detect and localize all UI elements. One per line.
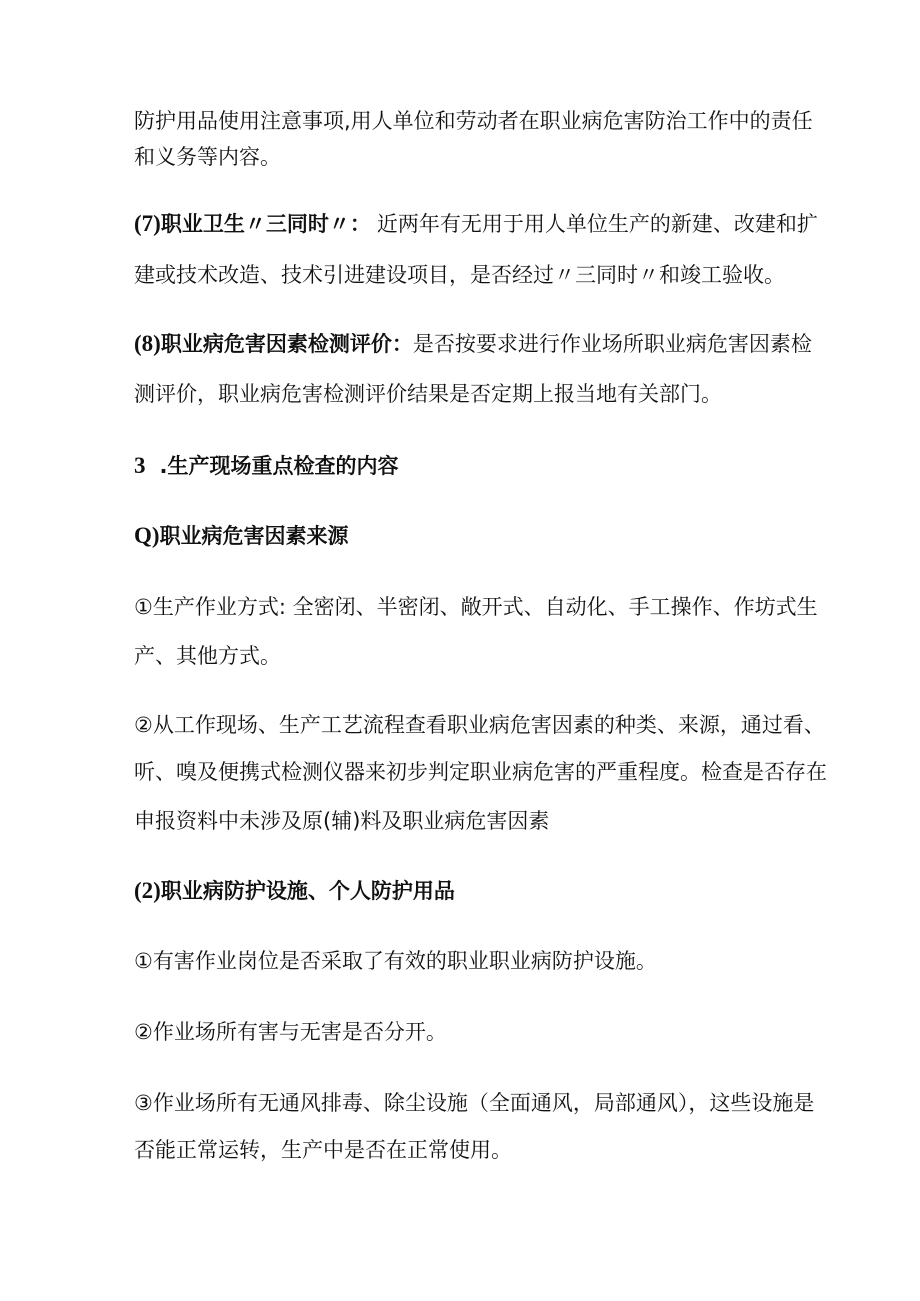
item-number: (7): [134, 211, 161, 236]
list-item-line: 产、其他方式。: [134, 644, 281, 668]
paragraph-text: 是否按要求进行作业场所职业病危害因素检: [412, 332, 812, 356]
list-item-line: ①生产作业方式: 全密闭、半密闭、敞开式、自动化、手工操作、作坊式生: [134, 595, 818, 619]
paragraph-text: 近两年有无用于用人单位生产的新建、改建和扩: [376, 212, 818, 236]
item-heading: 职业病危害因素检测评价：: [160, 332, 413, 356]
item-heading: 职业卫生〃三同时〃: [160, 212, 350, 236]
list-item-line: 申报资料中未涉及原(辅)料及职业病危害因素: [134, 809, 550, 833]
paragraph-line: 测评价，职业病危害检测评价结果是否定期上报当地有关部门。: [134, 382, 722, 406]
section-heading: [134, 451, 398, 481]
list-item-line: ②作业场所有害与无害是否分开。: [134, 1020, 447, 1044]
subsection-title: 职业病危害因素来源: [159, 524, 349, 548]
list-item-line: ③作业场所有无通风排毒、除尘设施（全面通风，局部通风），这些设施是: [134, 1091, 815, 1115]
paragraph-7-line-1: [134, 209, 818, 239]
list-item-line: 否能正常运转，生产中是否在正常使用。: [134, 1138, 512, 1162]
paragraph-line: 和义务等内容。: [134, 145, 281, 169]
subsection-title: 职业病防护设施、个人防护用品: [160, 879, 455, 903]
subsection-heading: [134, 521, 349, 551]
subsection-number: Q): [134, 523, 160, 548]
paragraph-8-line-1: [134, 329, 812, 359]
heading-separator: ：: [349, 212, 371, 236]
list-item-line: ②从工作现场、生产工艺流程查看职业病危害因素的种类、来源，通过看、: [134, 713, 825, 737]
section-number: 3: [134, 453, 146, 478]
list-item-line: ①有害作业岗位是否采取了有效的职业职业病防护设施。: [134, 949, 657, 973]
subsection-heading: [134, 876, 455, 906]
paragraph-line: 防护用品使用注意事项,用人单位和劳动者在职业病危害防治工作中的责任: [134, 109, 813, 133]
section-title: .生产现场重点检查的内容: [159, 454, 399, 478]
list-item-line: 听、嗅及便携式检测仪器来初步判定职业病危害的严重程度。检查是否存在: [134, 760, 827, 784]
item-number: (8): [134, 331, 161, 356]
subsection-number: (2): [134, 878, 161, 903]
paragraph-line: 建或技术改造、技术引进建设项目，是否经过〃三同时〃和竣工验收。: [134, 263, 785, 287]
